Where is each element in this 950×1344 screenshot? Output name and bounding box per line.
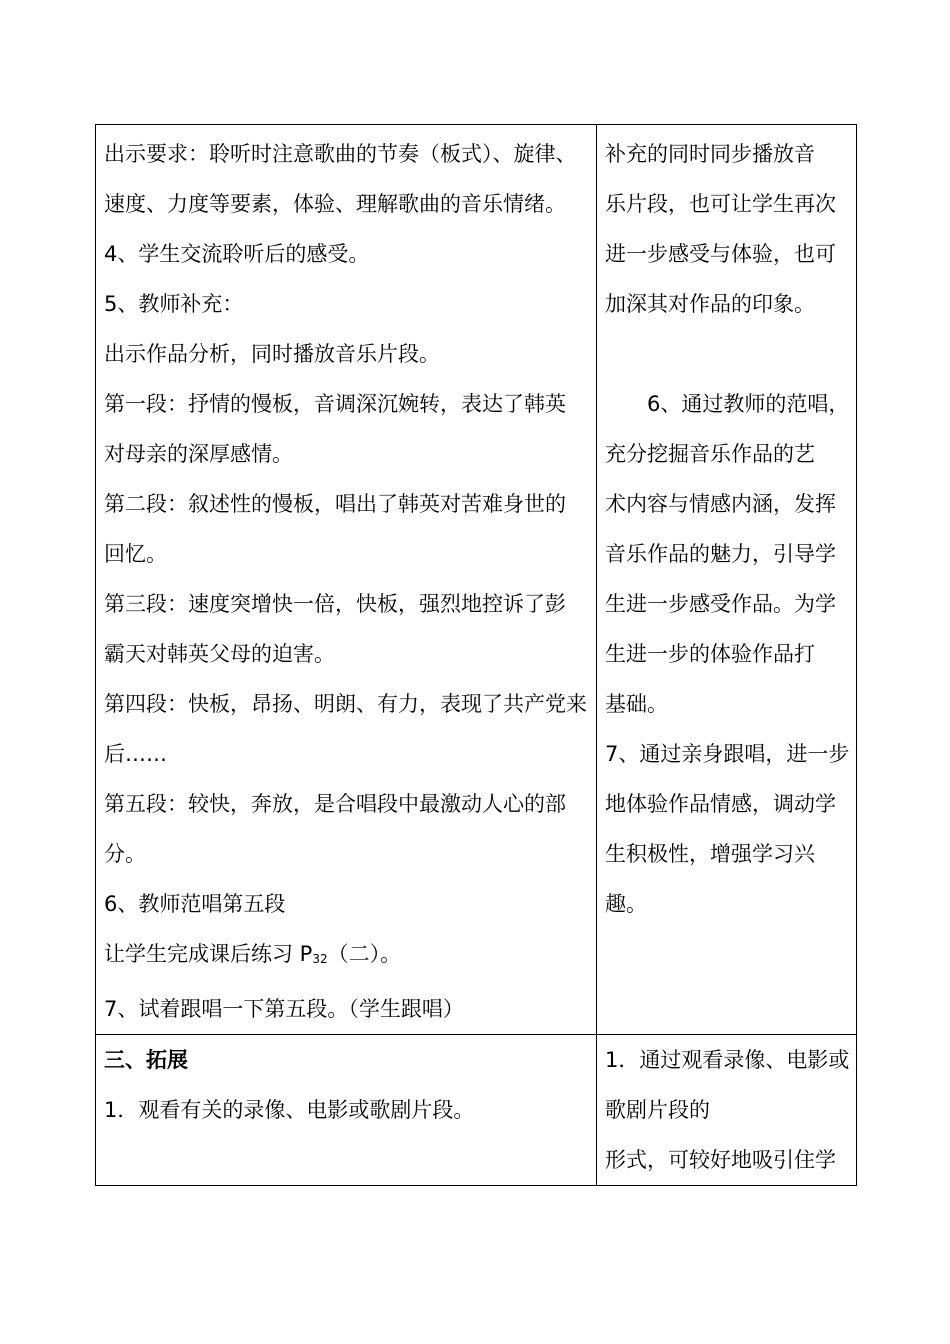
table-row — [96, 125, 857, 1035]
paragraph: 形式，可较好地吸引住学 — [605, 1148, 836, 1172]
paragraph: 5、教师补充： — [104, 292, 244, 316]
paragraph: 分。 — [104, 842, 146, 866]
page-subscript: 32 — [312, 952, 328, 966]
paragraph: 后…… — [104, 742, 167, 766]
table-row — [96, 1035, 857, 1186]
paragraph: 对母亲的深厚感情。 — [104, 442, 293, 466]
paragraph: 第四段：快板，昂扬、明朗、有力，表现了共产党来 — [104, 692, 587, 716]
paragraph: 生积极性，增强学习兴 — [605, 842, 815, 866]
paragraph: 1．观看有关的录像、电影或歌剧片段。 — [104, 1098, 475, 1122]
exercise-line — [104, 929, 588, 984]
paragraph: 进一步感受与体验，也可 — [605, 242, 836, 266]
paragraph: 回忆。 — [104, 542, 167, 566]
paragraph: 速度、力度等要素，体验、理解歌曲的音乐情绪。 — [104, 192, 566, 216]
paragraph: 第二段：叙述性的慢板，唱出了韩英对苦难身世的 — [104, 492, 566, 516]
paragraph: 6、教师范唱第五段 — [104, 892, 286, 916]
paragraph: 第一段：抒情的慢板，音调深沉婉转，表达了韩英 — [104, 392, 566, 416]
paragraph: 4、学生交流聆听后的感受。 — [104, 242, 370, 266]
paragraph: 术内容与情感内涵，发挥 — [605, 492, 836, 516]
paragraph: 歌剧片段的 — [605, 1098, 710, 1122]
paragraph: 7、通过亲身跟唱，进一步 — [605, 742, 850, 766]
exercise-text: 让学生完成课后练习 P — [104, 942, 313, 966]
paragraph: 趣。 — [605, 892, 647, 916]
paragraph: 出示要求：聆听时注意歌曲的节奏（板式）、旋律、 — [104, 142, 577, 166]
exercise-suffix: （二）。 — [327, 942, 402, 966]
paragraph: 6、通过教师的范唱， — [647, 392, 850, 416]
paragraph: 第三段：速度突增快一倍，快板，强烈地控诉了彭 — [104, 592, 566, 616]
teaching-process-cell — [96, 125, 597, 1035]
paragraph: 霸天对韩英父母的迫害。 — [104, 642, 335, 666]
paragraph: 地体验作品情感，调动学 — [605, 792, 836, 816]
paragraph: 生进一步感受作品。为学 — [605, 592, 836, 616]
design-intent-cell — [597, 125, 857, 1035]
lesson-plan-table — [95, 124, 857, 1186]
extension-cell — [96, 1035, 597, 1186]
paragraph: 乐片段，也可让学生再次 — [605, 192, 836, 216]
paragraph: 基础。 — [605, 692, 668, 716]
paragraph: 生进一步的体验作品打 — [605, 642, 815, 666]
paragraph: 7、试着跟唱一下第五段。（学生跟唱） — [104, 997, 464, 1021]
extension-intent-cell — [597, 1035, 857, 1186]
paragraph: 第五段：较快，奔放，是合唱段中最激动人心的部 — [104, 792, 566, 816]
paragraph: 音乐作品的魅力，引导学 — [605, 542, 836, 566]
paragraph: 加深其对作品的印象。 — [605, 292, 815, 316]
paragraph: 出示作品分析，同时播放音乐片段。 — [104, 342, 440, 366]
paragraph: 1．通过观看录像、电影或 — [605, 1048, 850, 1072]
blank-line — [605, 329, 848, 379]
paragraph: 补充的同时同步播放音 — [605, 142, 815, 166]
section-heading: 三、拓展 — [104, 1048, 188, 1072]
paragraph: 充分挖掘音乐作品的艺 — [605, 442, 815, 466]
